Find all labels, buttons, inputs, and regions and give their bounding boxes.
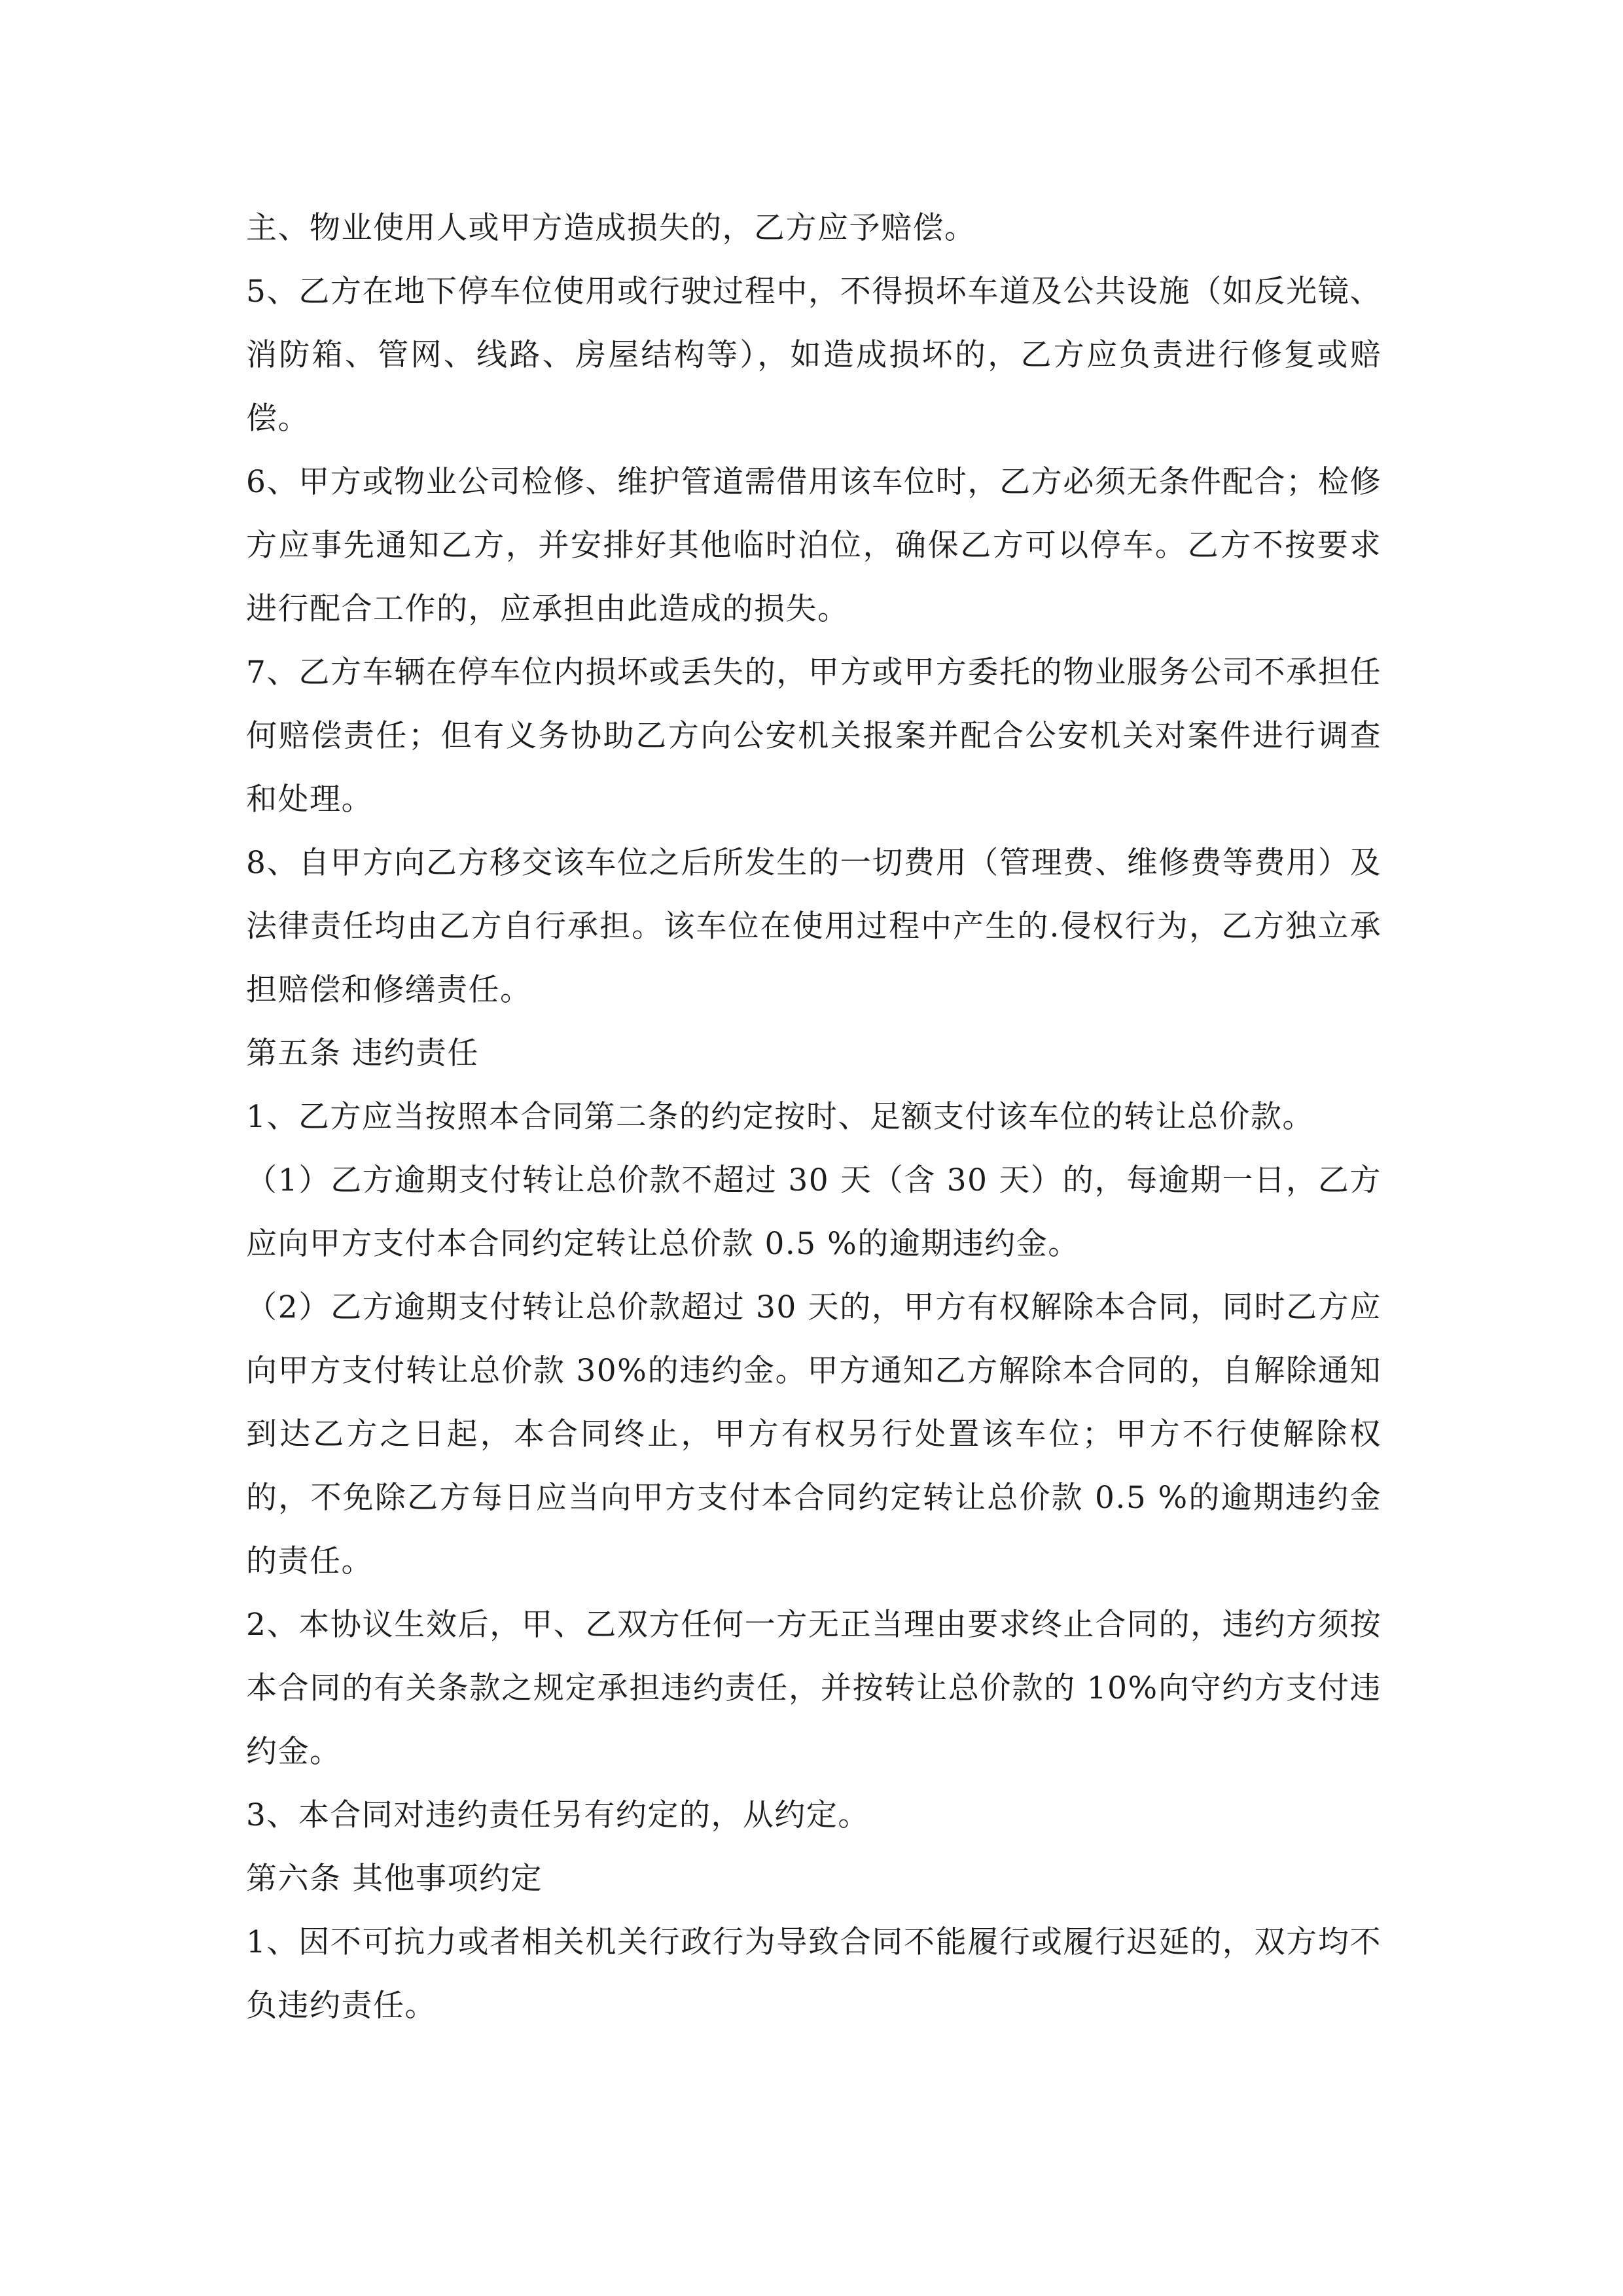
paragraph-clause-7: 7、乙方车辆在停车位内损坏或丢失的，甲方或甲方委托的物业服务公司不承担任何赔偿责任；但有义务协助乙方向公安机关报案并配合公安机关对案件进行调查和处理。: [246, 655, 1382, 817]
paragraph-breach-1-sub-1: （1）乙方逾期支付转让总价款不超过 30 天（含 30 天）的，每逾期一日，乙方应向甲方支付本合同约定转让总价款 0.5 %的逾期违约金。: [246, 1162, 1382, 1262]
paragraph-clause-5: 5、乙方在地下停车位使用或行驶过程中，不得损坏车道及公共设施（如反光镜、消防箱、管网、线路、房屋结构等），如造成损坏的，乙方应负责进行修复或赔偿。: [246, 274, 1382, 437]
paragraph-breach-2: 2、本协议生效后，甲、乙双方任何一方无正当理由要求终止合同的，违约方须按本合同的有关条款之规定承担违约责任，并按转让总价款的 10%向守约方支付违约金。: [246, 1607, 1382, 1770]
paragraph-clause-6: 6、甲方或物业公司检修、维护管道需借用该车位时，乙方必须无条件配合；检修方应事先通知乙方，并安排好其他临时泊位，确保乙方可以停车。乙方不按要求进行配合工作的，应承担由此造成的损失。: [246, 464, 1382, 627]
contract-body: [246, 196, 1382, 2037]
section-heading-article-5: 第五条 违约责任: [246, 1035, 479, 1071]
paragraph-other-1: 1、因不可抗力或者相关机关行政行为导致合同不能履行或履行迟延的，双方均不负违约责任。: [246, 1924, 1382, 2024]
paragraph-breach-3: 3、本合同对违约责任另有约定的，从约定。: [246, 1797, 870, 1833]
paragraph-breach-1: 1、乙方应当按照本合同第二条的约定按时、足额支付该车位的转让总价款。: [246, 1099, 1314, 1135]
paragraph-breach-1-sub-2: （2）乙方逾期支付转让总价款超过 30 天的，甲方有权解除本合同，同时乙方应向甲方支付转让总价款 30%的违约金。甲方通知乙方解除本合同的，自解除通知到达乙方之日起，本合同终止，甲方有权另行处置该车位；甲方不行使解除权的，不免除乙方每日应当向甲方支付本合同约定转让总价款 0.5 %的逾期违约金的责任。: [246, 1289, 1382, 1579]
paragraph-compensation-tail: 主、物业使用人或甲方造成损失的，乙方应予赔偿。: [246, 210, 976, 246]
section-heading-article-6: 第六条 其他事项约定: [246, 1861, 543, 1897]
paragraph-clause-8: 8、自甲方向乙方移交该车位之后所发生的一切费用（管理费、维修费等费用）及法律责任均由乙方自行承担。该车位在使用过程中产生的.侵权行为，乙方独立承担赔偿和修缮责任。: [246, 845, 1382, 1008]
